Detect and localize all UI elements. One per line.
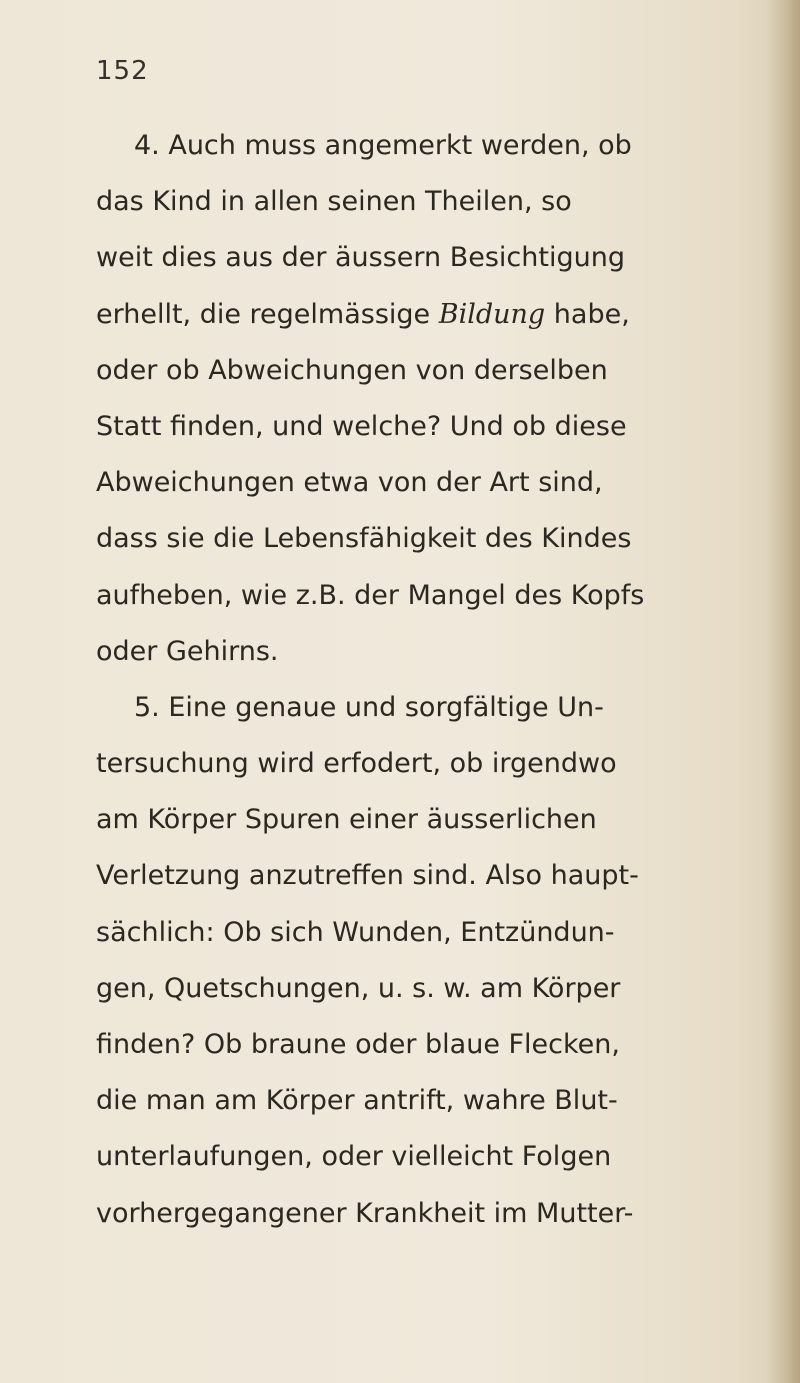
text-line: dass sie die Lebensfähigkeit des Kindes [96, 523, 632, 555]
page-gutter-shadow [766, 0, 800, 1383]
text-line: weit dies aus der äussern Besichtigung [96, 242, 625, 274]
text-line: aufheben, wie z.B. der Mangel des Kopfs [96, 579, 645, 611]
emphasized-word: Bildung [438, 298, 546, 330]
text-line: 5. Eine genaue und sorgfältige Un- [134, 691, 604, 723]
text-line: oder ob Abweichungen von derselben [96, 354, 608, 386]
text-line: Statt finden, und welche? Und ob diese [96, 410, 627, 442]
text-line: am Körper Spuren einer äusserlichen [96, 804, 597, 836]
text-line: die man am Körper antrift, wahre Blut- [96, 1085, 618, 1117]
text-line: sächlich: Ob sich Wunden, Entzündun- [96, 916, 615, 948]
text-line: oder Gehirns. [96, 635, 279, 667]
page-number: 152 [96, 56, 149, 86]
text-line: 4. Auch muss angemerkt werden, ob [134, 130, 632, 161]
text-segment: habe, [545, 298, 630, 330]
text-line: Abweichungen etwa von der Art sind, [96, 467, 603, 499]
text-line: gen, Quetschungen, u. s. w. am Körper [96, 972, 621, 1004]
body-text [96, 118, 746, 1242]
text-line [96, 287, 746, 343]
text-line: vorhergegangener Krankheit im Mutter- [96, 1197, 634, 1229]
text-line: finden? Ob braune oder blaue Flecken, [96, 1029, 620, 1060]
text-line: Verletzung anzutreffen sind. Also haupt- [96, 860, 639, 892]
text-line: tersuchung wird erfodert, ob irgendwo [96, 748, 617, 780]
text-line: unterlaufungen, oder vielleicht Folgen [96, 1141, 612, 1173]
text-segment: erhellt, die regelmässige [96, 298, 439, 330]
text-line: das Kind in allen seinen Theilen, so [96, 186, 572, 218]
